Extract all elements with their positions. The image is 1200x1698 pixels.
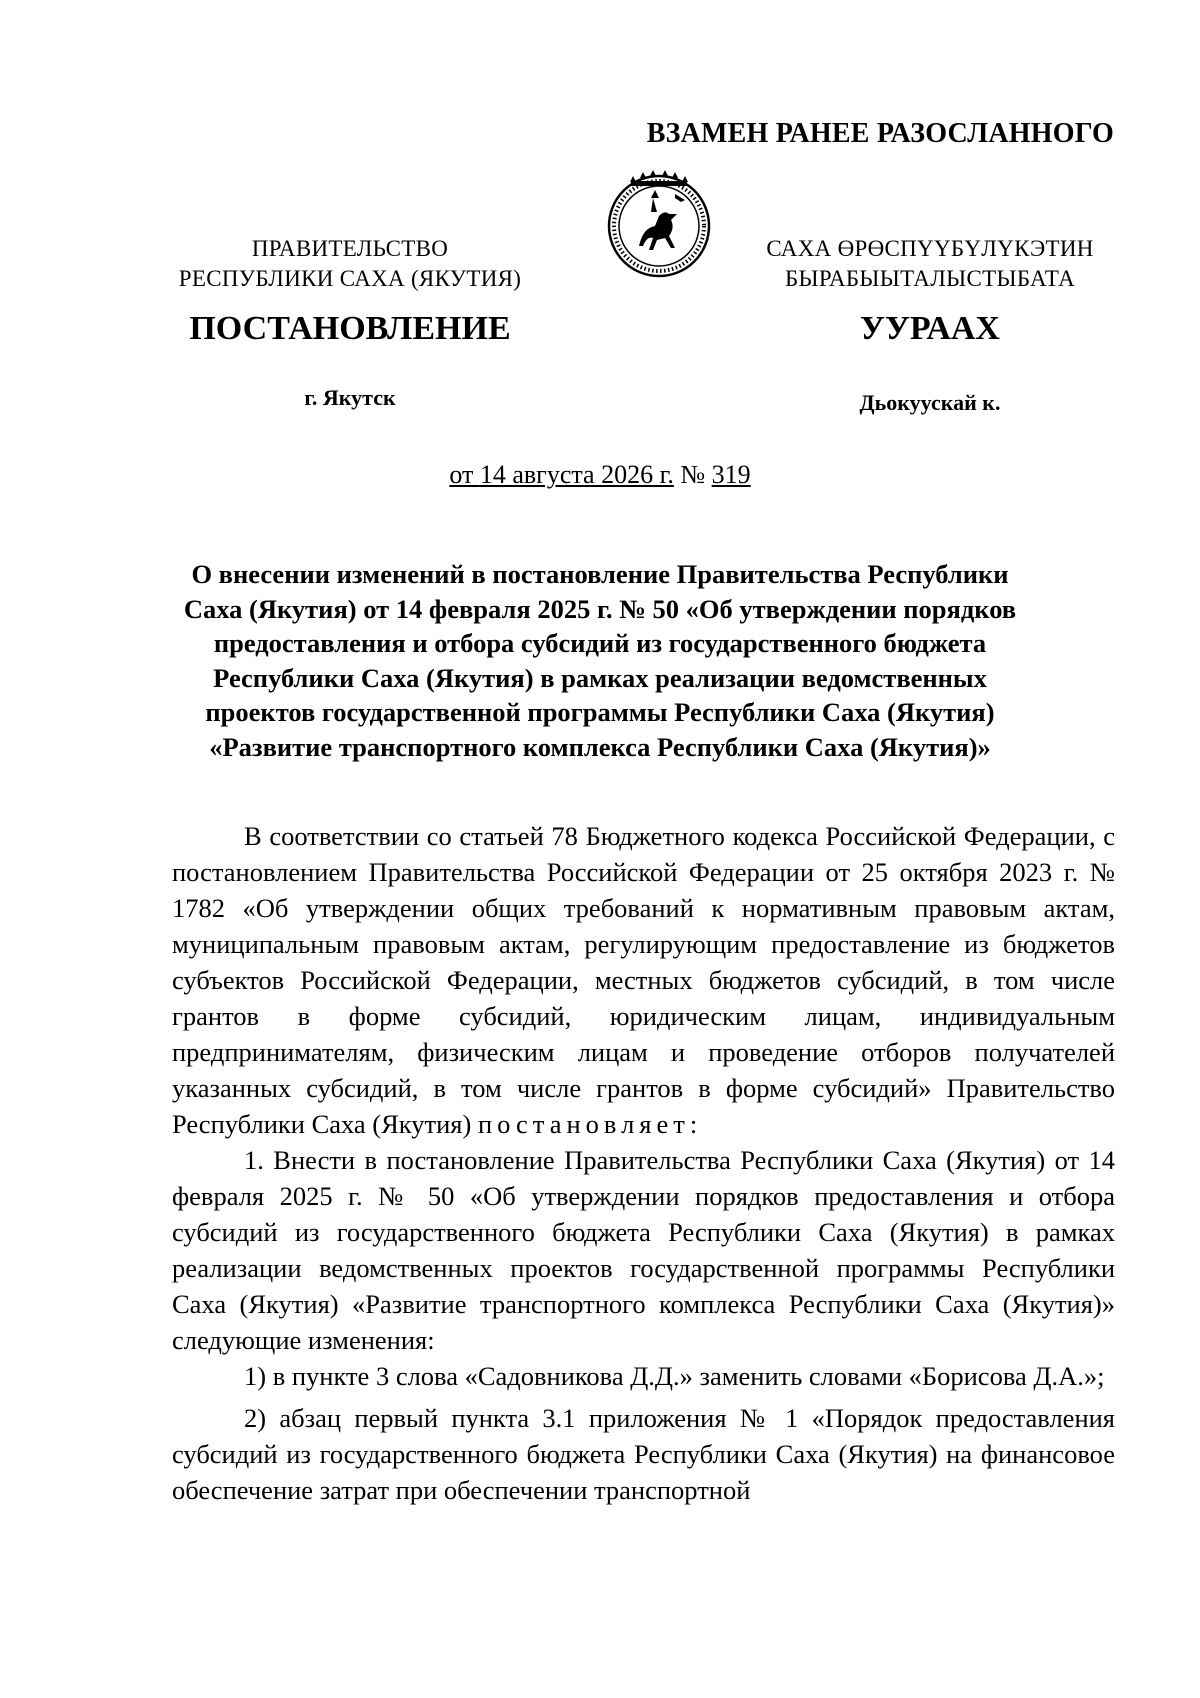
subitem-2-paragraph: 2) абзац первый пункта 3.1 приложения № 1 «Порядок предоставления субсидий из государственного бюджета Республики Саха (Якутия) на финансовое обеспечение затрат при обеспечении транспортной <box>172 1403 1115 1505</box>
title-line: О внесении изменений в постановление Правительства Республики <box>191 559 1009 589</box>
subitem-1-paragraph: 1) в пункте 3 слова «Садовникова Д.Д.» заменить словами «Борисова Д.А.»; <box>244 1361 1105 1391</box>
preamble-text: В соответствии со статьей 78 Бюджетного кодекса Российской Федерации, с постановлением Правительства Российской Федерации от 25 октября 2023 г. № 1782 «Об утверждении общих требований к нормативным правовым актам, муниципальным правовым актам, регулирующим предоставление из бюджетов субъектов Российской Федерации, местных бюджетов субсидий, в том числе грантов в форме субсидий, юридическим лицам, индивидуальным предпринимателям, физическим лицам и проведение отборов получателей указанных субсидий, в том числе грантов в форме субсидий» Правительство Республики Саха (Якутия) <box>172 821 1115 1139</box>
stamp-replacement-notice: ВЗАМЕН РАНЕЕ РАЗОСЛАННОГО <box>646 118 1114 149</box>
number-label: № <box>673 460 712 489</box>
decree-word: постановляет: <box>477 1109 703 1139</box>
gov-right-line2: БЫРАБЫЫТАЛЫСТЫБАТА <box>784 266 1076 291</box>
date-prefix: от <box>449 460 480 489</box>
title-line: Республики Саха (Якутия) в рамках реализации ведомственных <box>213 662 987 693</box>
gov-left-line2: РЕСПУБЛИКИ САХА (ЯКУТИЯ) <box>178 266 522 291</box>
document-date: 14 августа 2026 г. <box>479 460 674 489</box>
date-and-number <box>0 460 1200 490</box>
title-line: предоставления и отбора субсидий из государственного бюджета <box>213 628 987 658</box>
coat-of-arms-icon <box>603 168 715 280</box>
doc-type-yakut: УУРААХ <box>860 310 1000 347</box>
preamble-paragraph <box>172 818 1115 1142</box>
document-body <box>172 818 1115 1508</box>
item-1-paragraph: 1. Внести в постановление Правительства Республики Саха (Якутия) от 14 февраля 2025 г. № 50 «Об утверждении порядков предоставления и отбора субсидий из государственного бюджета Республики Саха (Якутия) в рамках реализации ведомственных проектов государственной программы Республики Саха (Якутия) «Развитие транспортного комплекса Республики Саха (Якутия)» следующие изменения: <box>172 1145 1115 1355</box>
document-number: 319 <box>711 460 751 489</box>
title-line: «Развитие транспортного комплекса Республики Саха (Якутия)» <box>209 731 991 762</box>
city-yakut: Дьокуускай к. <box>859 390 1001 415</box>
title-line: проектов государственной программы Республики Саха (Якутия) <box>205 697 995 727</box>
city-russian: г. Якутск <box>304 385 396 410</box>
title-line: Саха (Якутия) от 14 февраля 2025 г. № 50 «Об утверждении порядков <box>183 593 1017 624</box>
gov-left-line1: ПРАВИТЕЛЬСТВО <box>251 236 449 261</box>
government-name-yakut <box>745 234 1115 294</box>
doc-type-russian: ПОСТАНОВЛЕНИЕ <box>189 310 511 347</box>
gov-right-line1: САХА ӨРӨСПҮҮБҮЛҮКЭТИН <box>766 236 1094 261</box>
government-name-russian <box>150 234 550 294</box>
document-title <box>150 557 1050 764</box>
